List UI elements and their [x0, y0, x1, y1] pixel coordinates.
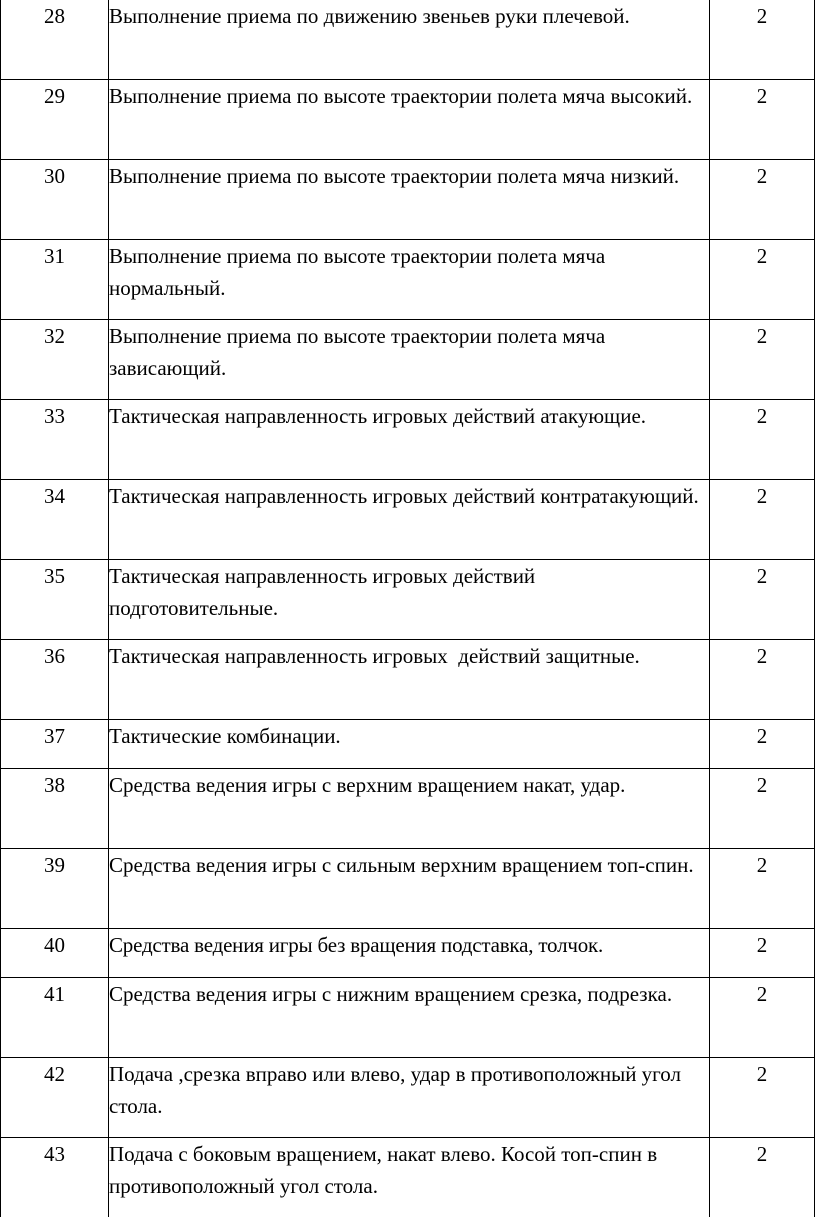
row-topic: Тактическая направленность игровых действий атакующие.	[109, 400, 710, 480]
row-hours: 2	[710, 80, 815, 160]
row-hours: 2	[710, 929, 815, 978]
row-number: 29	[1, 80, 109, 160]
row-number: 39	[1, 849, 109, 929]
table-row	[1, 160, 815, 240]
row-number: 43	[1, 1138, 109, 1218]
row-topic: Выполнение приема по высоте траектории полета мяча высокий.	[109, 80, 710, 160]
row-number: 37	[1, 720, 109, 769]
table-row	[1, 769, 815, 849]
row-hours: 2	[710, 480, 815, 560]
row-topic: Выполнение приема по высоте траектории полета мяча нормальный.	[109, 240, 710, 320]
row-number: 38	[1, 769, 109, 849]
table-row	[1, 1138, 815, 1218]
table-row	[1, 320, 815, 400]
row-topic: Выполнение приема по движению звеньев руки плечевой.	[109, 0, 710, 80]
row-number: 36	[1, 640, 109, 720]
table-row	[1, 480, 815, 560]
row-topic: Тактическая направленность игровых действий подготовительные.	[109, 560, 710, 640]
table-row	[1, 640, 815, 720]
row-hours: 2	[710, 769, 815, 849]
row-topic: Тактическая направленность игровых действий контратакующий.	[109, 480, 710, 560]
table-row	[1, 560, 815, 640]
row-number: 35	[1, 560, 109, 640]
table-row	[1, 849, 815, 929]
row-number: 32	[1, 320, 109, 400]
table-row	[1, 720, 815, 769]
row-hours: 2	[710, 640, 815, 720]
row-topic: Средства ведения игры с верхним вращением накат, удар.	[109, 769, 710, 849]
row-number: 30	[1, 160, 109, 240]
table-row	[1, 240, 815, 320]
row-topic: Средства ведения игры без вращения подставка, толчок.	[109, 929, 710, 978]
table-row	[1, 400, 815, 480]
table-row	[1, 80, 815, 160]
row-topic: Выполнение приема по высоте траектории полета мяча низкий.	[109, 160, 710, 240]
table-row	[1, 929, 815, 978]
row-topic: Тактические комбинации.	[109, 720, 710, 769]
row-topic: Подача ,срезка вправо или влево, удар в противоположный угол стола.	[109, 1058, 710, 1138]
row-hours: 2	[710, 720, 815, 769]
table-row	[1, 978, 815, 1058]
row-number: 40	[1, 929, 109, 978]
row-number: 34	[1, 480, 109, 560]
row-hours: 2	[710, 1138, 815, 1218]
row-number: 28	[1, 0, 109, 80]
row-topic: Средства ведения игры с нижним вращением срезка, подрезка.	[109, 978, 710, 1058]
row-number: 42	[1, 1058, 109, 1138]
row-hours: 2	[710, 0, 815, 80]
row-hours: 2	[710, 1058, 815, 1138]
row-number: 33	[1, 400, 109, 480]
row-number: 31	[1, 240, 109, 320]
table-row	[1, 1058, 815, 1138]
row-hours: 2	[710, 320, 815, 400]
row-topic: Средства ведения игры с сильным верхним вращением топ-спин.	[109, 849, 710, 929]
row-hours: 2	[710, 400, 815, 480]
row-hours: 2	[710, 560, 815, 640]
row-number: 41	[1, 978, 109, 1058]
row-topic: Подача с боковым вращением, накат влево. Косой топ-спин в противоположный угол стола.	[109, 1138, 710, 1218]
table-row	[1, 0, 815, 80]
row-hours: 2	[710, 978, 815, 1058]
row-topic: Выполнение приема по высоте траектории полета мяча зависающий.	[109, 320, 710, 400]
row-hours: 2	[710, 240, 815, 320]
row-topic: Тактическая направленность игровых действий защитные.	[109, 640, 710, 720]
row-hours: 2	[710, 160, 815, 240]
row-hours: 2	[710, 849, 815, 929]
